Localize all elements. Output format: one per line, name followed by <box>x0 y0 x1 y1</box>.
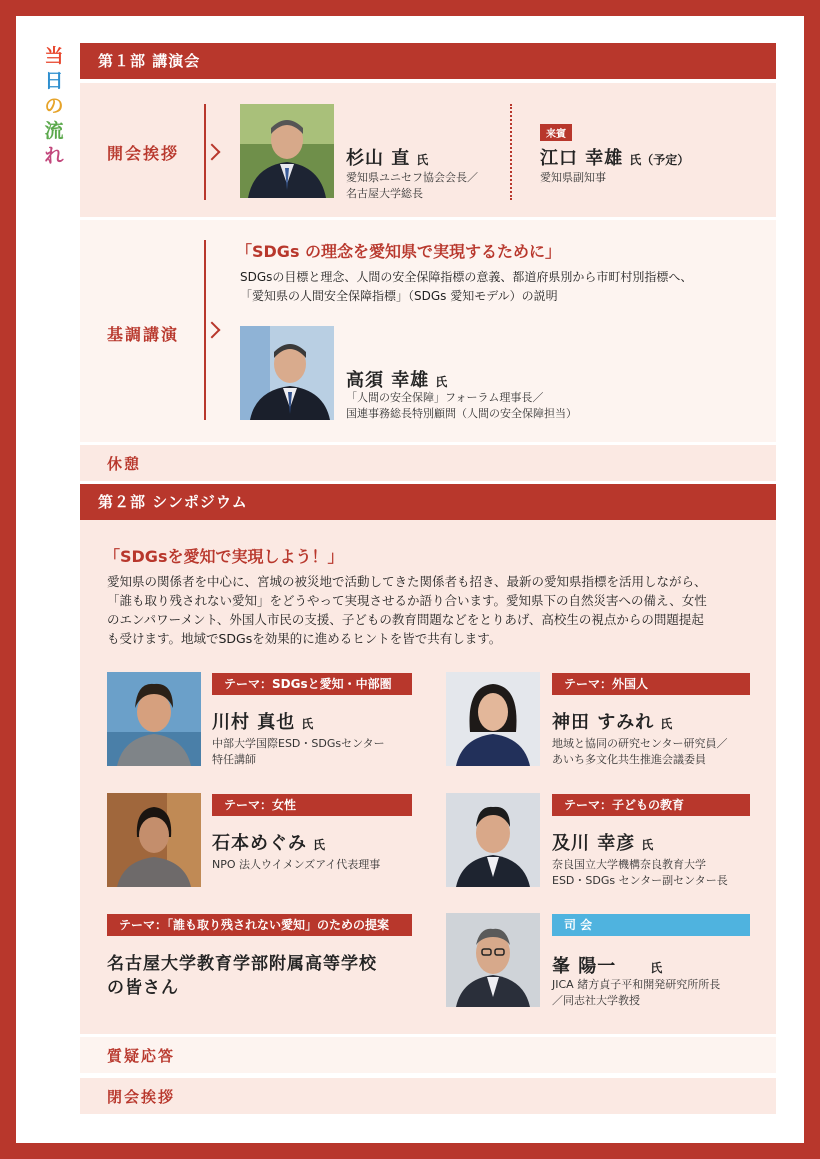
name-text: 江口 幸雄 <box>540 148 624 169</box>
desc-line: も受けます。地域でSDGsを効果的に進めるヒントを皆で共有します。 <box>107 631 502 646</box>
honorific: 氏 <box>301 717 314 731</box>
students-name <box>107 952 377 1000</box>
title-char: 当 <box>44 45 64 67</box>
opening-label: 開会挨拶 <box>107 144 180 163</box>
speaker-role-sugiyama <box>346 170 478 202</box>
theme-tag: テーマ：外国人 <box>552 673 750 695</box>
honorific: 氏（予定） <box>629 153 690 167</box>
role-line: JICA 緒方貞子平和開発研究所所長 <box>552 978 721 991</box>
role-line: ／同志社大学教授 <box>552 994 640 1007</box>
panelist-name-ishimoto <box>212 829 325 855</box>
panelist-role-kanda <box>552 736 728 768</box>
desc-line: SDGsの目標と理念、人間の安全保障指標の意義、都道府県別から市町村別指標へ、 <box>240 270 693 284</box>
desc-line: 「誰も取り残されない愛知」をどうやって実現させるか語り合います。愛知県下の自然災害への備え、女性 <box>107 593 707 608</box>
students-line: 名古屋大学教育学部附属高等学校 <box>107 954 377 974</box>
guest-badge: 来賓 <box>540 124 572 141</box>
panelist-name-kawamura <box>212 708 313 734</box>
name-text: 峯 陽一 <box>552 956 617 977</box>
divider-dotted <box>510 104 512 200</box>
speaker-name-sugiyama <box>346 144 428 170</box>
panelist-photo-kawamura <box>107 672 201 766</box>
name-text: 川村 真也 <box>212 712 296 733</box>
speaker-photo-sugiyama <box>240 104 334 198</box>
closing-label: 閉会挨拶 <box>107 1088 176 1106</box>
students-theme-tag: テーマ：「誰も取り残されない愛知」のための提案 <box>107 914 412 936</box>
honorific: 氏 <box>435 375 448 389</box>
theme-tag: テーマ：SDGsと愛知・中部圏 <box>212 673 412 695</box>
title-char: れ <box>44 145 64 167</box>
name-text: 杉山 直 <box>346 148 411 169</box>
panelist-role-kawamura <box>212 736 385 768</box>
break-label: 休憩 <box>107 455 142 473</box>
title-char: の <box>44 95 64 117</box>
vertical-title <box>42 44 66 169</box>
role-line: ESD・SDGs センター副センター長 <box>552 874 728 887</box>
title-char: 日 <box>44 70 64 92</box>
moderator-photo-mine <box>446 913 540 1007</box>
panelist-role-oikawa <box>552 857 728 889</box>
moderator-tag: 司 会 <box>552 914 750 936</box>
theme-tag: テーマ：子どもの教育 <box>552 794 750 816</box>
honorific: 氏 <box>650 961 663 975</box>
keynote-bracket <box>204 240 216 420</box>
role-line: 名古屋大学総長 <box>346 187 423 200</box>
moderator-name-mine <box>552 952 662 978</box>
theme-tag: テーマ：女性 <box>212 794 412 816</box>
role-line: 地域と協同の研究センター研究員／ <box>552 737 728 750</box>
name-text: 高須 幸雄 <box>346 370 430 391</box>
honorific: 氏 <box>313 838 326 852</box>
desc-line: 「愛知県の人間安全保障指標」（SDGs 愛知モデル）の説明 <box>240 289 558 303</box>
break-band <box>80 445 776 481</box>
role-line: NPO 法人ウイメンズアイ代表理事 <box>212 858 381 871</box>
qa-band <box>80 1037 776 1073</box>
role-line: 国連事務総長特別顧問（人間の安全保障担当） <box>346 407 577 420</box>
title-char: 流 <box>44 120 64 142</box>
keynote-title: 「SDGs の理念を愛知県で実現するために」 <box>236 242 562 261</box>
role-line: 奈良国立大学機構奈良教育大学 <box>552 858 706 871</box>
students-line: の皆さん <box>107 978 179 998</box>
part2-heading: 第２部 シンポジウム <box>80 484 776 520</box>
panelist-photo-ishimoto <box>107 793 201 887</box>
name-text: 石本めぐみ <box>212 833 307 854</box>
honorific: 氏 <box>660 717 673 731</box>
speaker-role-eguchi: 愛知県副知事 <box>540 171 606 184</box>
role-line: 「人間の安全保障」フォーラム理事長／ <box>346 391 544 404</box>
honorific: 氏 <box>416 153 429 167</box>
symposium-title: 「SDGsを愛知で実現しよう！」 <box>104 547 344 566</box>
panelist-name-oikawa <box>552 829 653 855</box>
closing-band <box>80 1078 776 1114</box>
role-line: 愛知県ユニセフ協会会長／ <box>346 171 478 184</box>
role-line: 中部大学国際ESD・SDGsセンター <box>212 737 385 750</box>
qa-label: 質疑応答 <box>107 1047 176 1065</box>
speaker-name-eguchi <box>540 144 689 170</box>
role-line: あいち多文化共生推進会議委員 <box>552 753 706 766</box>
speaker-name-takasu <box>346 366 447 392</box>
panelist-role-ishimoto <box>212 857 380 873</box>
role-line: 特任講師 <box>212 753 256 766</box>
desc-line: 愛知県の関係者を中心に、宮城の被災地で活動してきた関係者も招き、最新の愛知県指標を活用しながら、 <box>107 574 707 589</box>
name-text: 神田 すみれ <box>552 712 655 733</box>
desc-line: のエンパワーメント、外国人市民の支援、子どもの教育問題などをとりあげ、高校生の視点からの問題提起 <box>107 612 704 627</box>
part1-heading: 第１部 講演会 <box>80 43 776 79</box>
program-page <box>16 16 804 1143</box>
keynote-label: 基調講演 <box>107 325 180 344</box>
moderator-role-mine <box>552 977 720 1009</box>
speaker-role-takasu <box>346 390 577 422</box>
panelist-photo-oikawa <box>446 793 540 887</box>
panelist-photo-kanda <box>446 672 540 766</box>
symposium-description <box>107 572 767 648</box>
opening-bracket <box>204 104 216 200</box>
honorific: 氏 <box>641 838 654 852</box>
panelist-name-kanda <box>552 708 672 734</box>
name-text: 及川 幸彦 <box>552 833 636 854</box>
speaker-photo-takasu <box>240 326 334 420</box>
keynote-description <box>240 268 692 306</box>
